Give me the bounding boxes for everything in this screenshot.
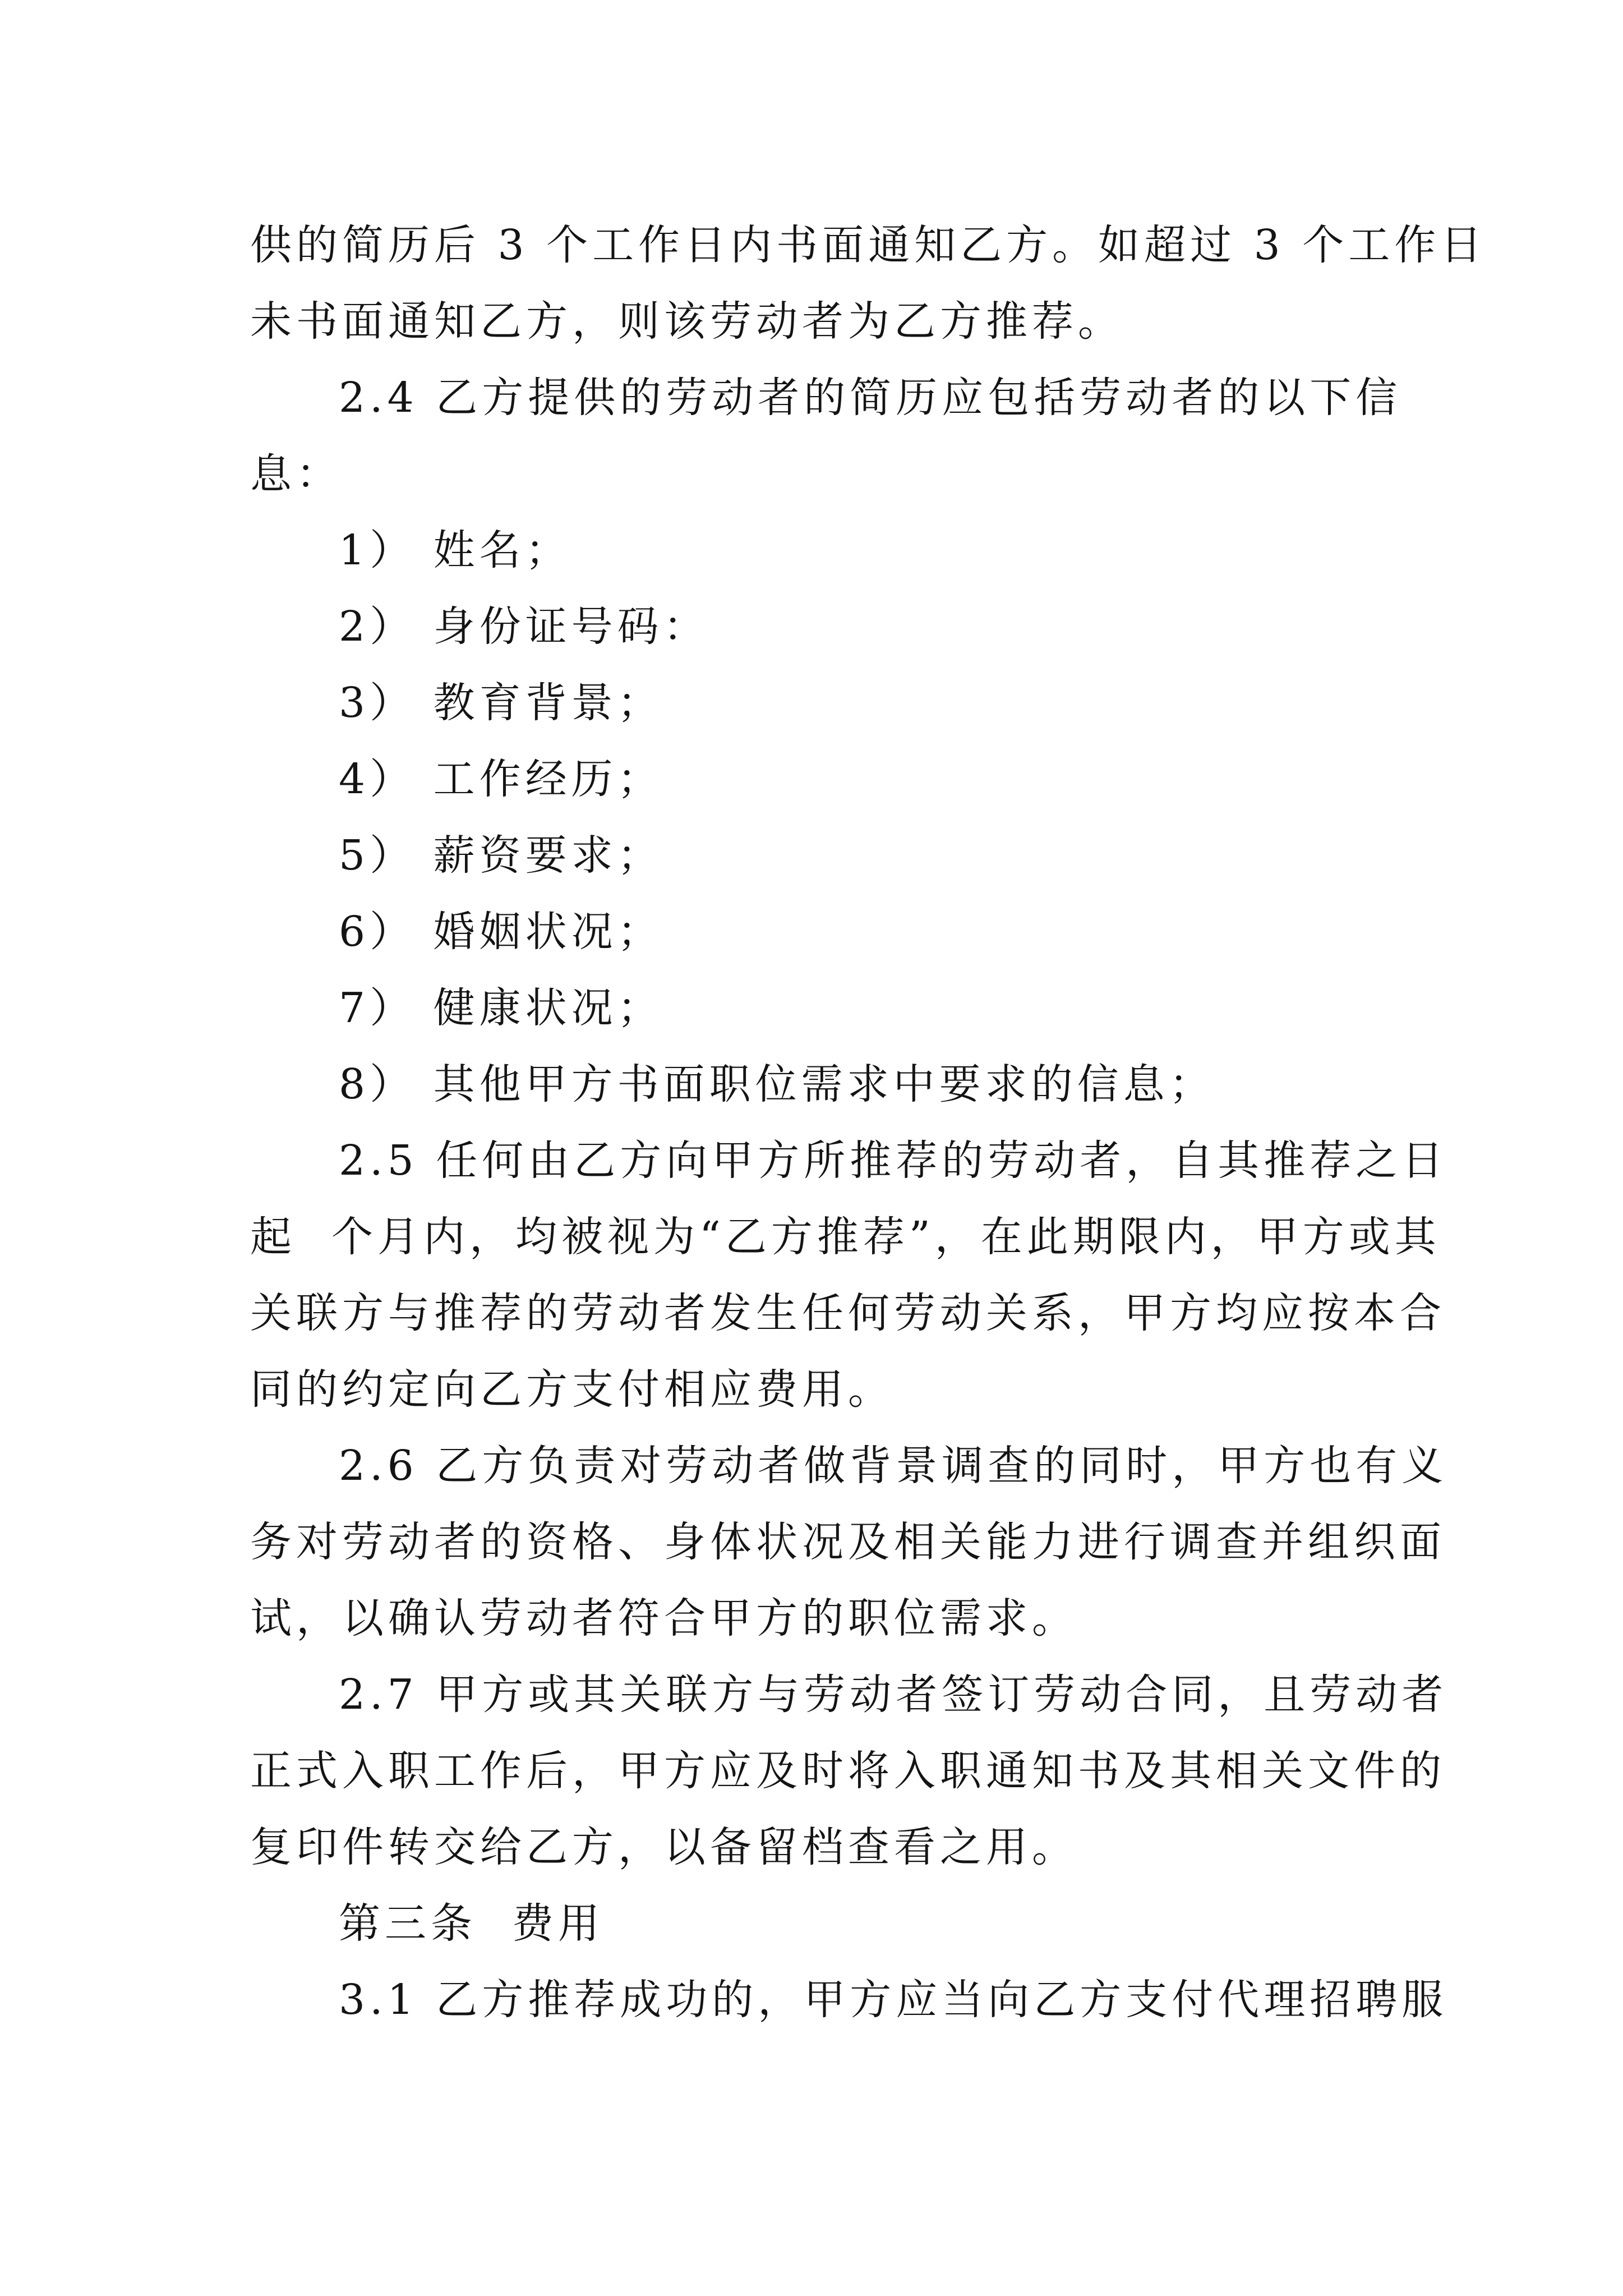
list-item: 8） 其他甲方书面职位需求中要求的信息； bbox=[339, 1060, 1215, 1108]
clause-2-5: 2.5 任何由乙方向甲方所推荐的劳动者，自其推荐之日 bbox=[339, 1137, 1448, 1185]
list-item: 2） 身份证号码： bbox=[339, 602, 709, 651]
text-line: 息： bbox=[250, 450, 342, 498]
clause-2-6: 2.6 乙方负责对劳动者做背景调查的同时，甲方也有义 bbox=[339, 1442, 1448, 1490]
list-item: 1） 姓名； bbox=[339, 526, 571, 574]
list-item: 4） 工作经历； bbox=[339, 755, 663, 803]
clause-3-1: 3.1 乙方推荐成功的，甲方应当向乙方支付代理招聘服 bbox=[339, 1976, 1448, 2024]
text-line: 供的简历后 3 个工作日内书面通知乙方。如超过 3 个工作日 bbox=[250, 221, 1487, 269]
text-line: 复印件转交给乙方，以备留档查看之用。 bbox=[250, 1823, 1078, 1871]
clause-2-7: 2.7 甲方或其关联方与劳动者签订劳动合同，且劳动者 bbox=[339, 1671, 1448, 1719]
text-line: 务对劳动者的资格、身体状况及相关能力进行调查并组织面 bbox=[250, 1518, 1446, 1566]
list-item: 6） 婚姻状况； bbox=[339, 908, 663, 956]
list-item: 5） 薪资要求； bbox=[339, 831, 663, 880]
text-line: 试，以确认劳动者符合甲方的职位需求。 bbox=[250, 1594, 1078, 1642]
list-item: 3） 教育背景； bbox=[339, 679, 663, 727]
text-line: 正式入职工作后，甲方应及时将入职通知书及其相关文件的 bbox=[250, 1747, 1446, 1795]
text-line: 同的约定向乙方支付相应费用。 bbox=[250, 1365, 894, 1414]
section-heading: 第三条 费用 bbox=[339, 1899, 605, 1948]
text-line: 起 个月内，均被视为“乙方推荐”，在此期限内，甲方或其 bbox=[250, 1213, 1441, 1261]
list-item: 7） 健康状况； bbox=[339, 984, 663, 1032]
text-line: 未书面通知乙方，则该劳动者为乙方推荐。 bbox=[250, 297, 1124, 346]
text-line: 关联方与推荐的劳动者发生任何劳动关系，甲方均应按本合 bbox=[250, 1289, 1446, 1337]
clause-2-4: 2.4 乙方提供的劳动者的简历应包括劳动者的以下信 bbox=[339, 374, 1402, 422]
